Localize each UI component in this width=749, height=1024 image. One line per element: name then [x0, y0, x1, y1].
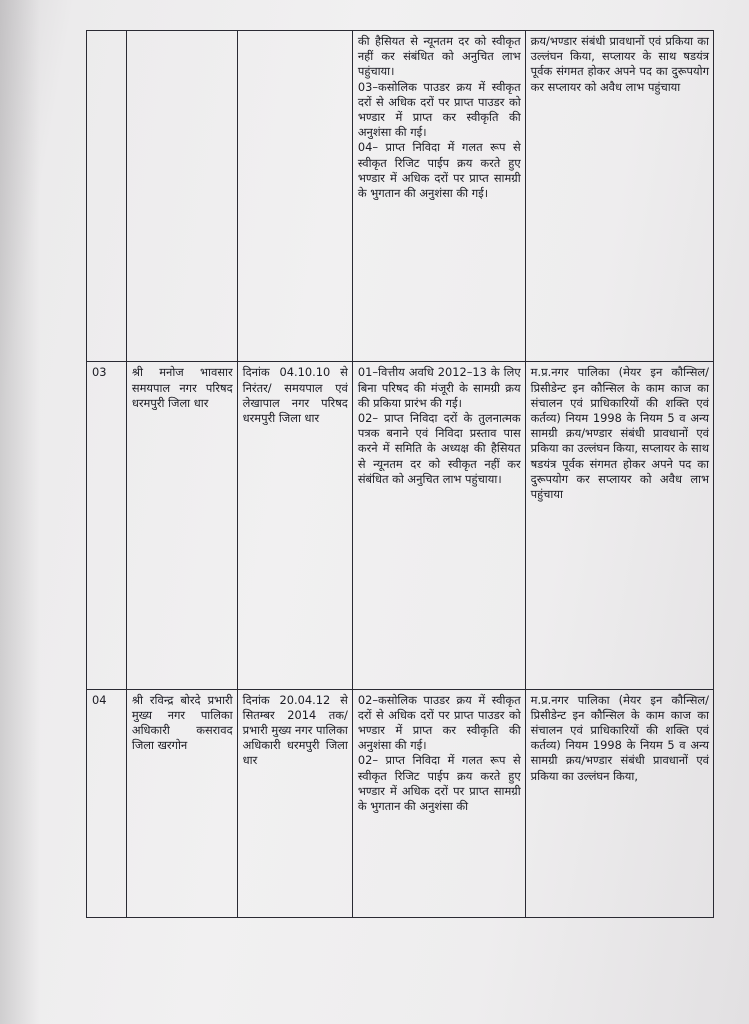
charges-cell [352, 31, 525, 362]
tenure-cell: दिनांक 20.04.12 से सितम्बर 2014 तक/ प्रभारी मुख्य नगर पालिका अधिकारी धरमपुरी जिला धार [237, 689, 352, 917]
page-shadow [0, 0, 40, 1024]
official-name-cell: श्री मनोज भावसार समयपाल नगर परिषद धरमपुरी जिला धार [126, 362, 237, 689]
charges-cell [352, 689, 525, 917]
charge-item: की हैसियत से न्यूनतम दर को स्वीकृत नहीं कर संबंधित को अनुचित लाभ पहुंचाया। [357, 34, 521, 79]
official-name-cell [126, 31, 237, 362]
table-row [87, 31, 714, 362]
serial-number-cell: 04 [87, 689, 127, 917]
charge-item: 01–वित्तीय अवधि 2012–13 के लिए बिना परिषद की मंजूरी के सामग्री क्रय की प्रकिया प्रारंभ की गई। [357, 365, 521, 410]
charge-item: 04– प्राप्त निविदा में गलत रूप से स्वीकृत रिजिट पाईप क्रय करते हुए भण्डार में अधिक दरों पर प्राप्त सामग्री के भुगतान की अनुशंसा की गई। [357, 140, 521, 201]
charges-table [86, 30, 714, 918]
charge-item: 02– प्राप्त निविदा दरों के तुलनात्मक पत्रक बनाने एवं निविदा प्रस्ताव पास करने में समिति के अध्यक्ष की हैसियत से न्यूनतम दर को स्वीकृत नहीं कर संबंधित को अनुचित लाभ पहुंचाया। [357, 410, 521, 486]
violation-cell: म.प्र.नगर पालिका (मेयर इन कौन्सिल/प्रिसीडेन्ट इन कौन्सिल के काम काज का संचालन एवं प्राधिकारियों की शक्ति एवं कर्तव्य) नियम 1998 के नियम 5 व अन्य सामग्री क्रय/भण्डार संबंधी प्रावधानों एवं प्रकिया का उल्लंघन किया, [525, 689, 713, 917]
serial-number-cell [87, 31, 127, 362]
tenure-cell: दिनांक 04.10.10 से निरंतर/ समयपाल एवं लेखापाल नगर परिषद धरमपुरी जिला धार [237, 362, 352, 689]
charge-item: 02– प्राप्त निविदा में गलत रूप से स्वीकृत रिजिट पाईप क्रय करते हुए भण्डार में अधिक दरों पर प्राप्त सामग्री के भुगतान की अनुशंसा की [357, 753, 521, 814]
serial-number-cell: 03 [87, 362, 127, 689]
charge-item: 02–कसोलिक पाउडर क्रय में स्वीकृत दरों से अधिक दरों पर प्राप्त पाउडर को भण्डार में प्राप्त कर स्वीकृति की अनुशंसा की गई। [357, 692, 521, 753]
charges-cell [352, 362, 525, 689]
tenure-cell [237, 31, 352, 362]
table-row [87, 362, 714, 689]
violation-cell: क्रय/भण्डार संबंधी प्रावधानों एवं प्रकिया का उल्लंघन किया, सप्लायर के साथ षडयंत्र पूर्वक संगमत होकर अपने पद का दुरूपयोग कर सप्लायर को अवैध लाभ पहुंचाया [525, 31, 713, 362]
charge-item: 03–कसोलिक पाउडर क्रय में स्वीकृत दरों से अधिक दरों पर प्राप्त पाउडर को भण्डार में प्राप्त कर स्वीकृति की अनुशंसा की गई। [357, 79, 521, 140]
table-row [87, 689, 714, 917]
violation-cell: म.प्र.नगर पालिका (मेयर इन कौन्सिल/प्रिसीडेन्ट इन कौन्सिल के काम काज का संचालन एवं प्राधिकारियों की शक्ति एवं कर्तव्य) नियम 1998 के नियम 5 व अन्य सामग्री क्रय/भण्डार संबंधी प्रावधानों एवं प्रकिया का उल्लंघन किया, सप्लायर के साथ षडयंत्र पूर्वक संगमत होकर अपने पद का दुरूपयोग कर सप्लायर को अवैध लाभ पहुंचाया [525, 362, 713, 689]
official-name-cell: श्री रविन्द्र बोरदे प्रभारी मुख्य नगर पालिका अधिकारी कसरावद जिला खरगोन [126, 689, 237, 917]
